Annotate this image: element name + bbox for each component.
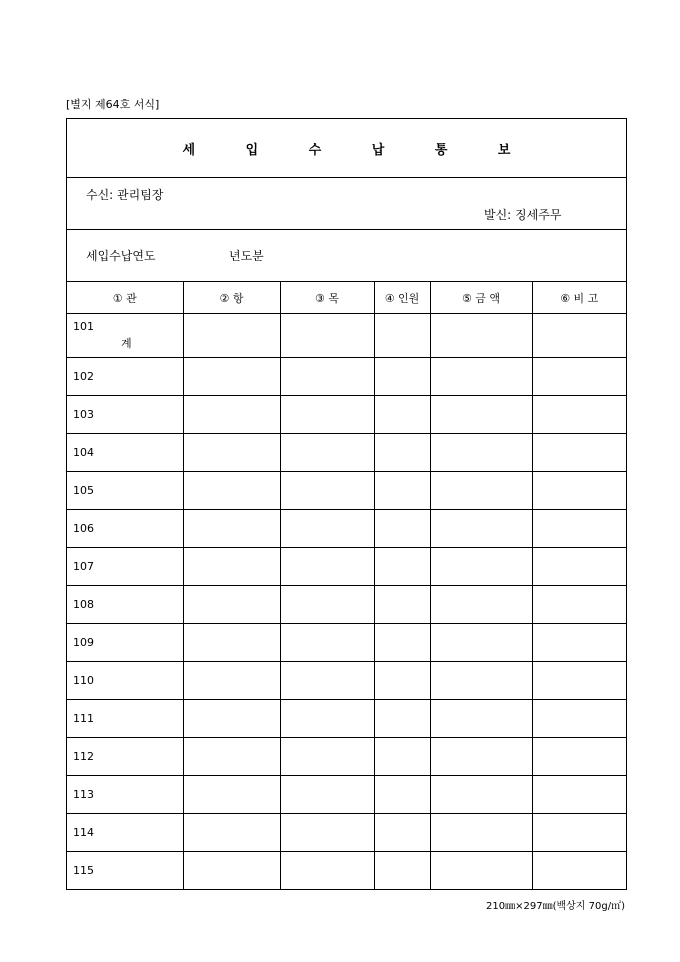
code-cell [67, 434, 183, 472]
table-row [67, 472, 626, 510]
recipient-section [67, 178, 626, 230]
table-row [67, 358, 626, 396]
hang-cell[interactable] [183, 434, 280, 472]
mok-cell[interactable] [280, 510, 374, 548]
remarks-cell[interactable] [532, 548, 626, 586]
year-suffix: 년도분 [229, 249, 264, 263]
row-code: 112 [73, 750, 94, 763]
hang-cell[interactable] [183, 624, 280, 662]
form-box [66, 118, 627, 890]
amount-cell[interactable] [430, 586, 532, 624]
mok-cell[interactable] [280, 624, 374, 662]
table-row [67, 852, 626, 890]
row-code: 103 [73, 408, 94, 421]
hang-cell[interactable] [183, 852, 280, 890]
code-cell [67, 472, 183, 510]
remarks-cell[interactable] [532, 700, 626, 738]
remarks-cell[interactable] [532, 776, 626, 814]
sender-label: 발신: 징세주무 [484, 208, 562, 222]
row-code: 105 [73, 484, 94, 497]
code-cell [67, 624, 183, 662]
paper-size-note: 210㎜×297㎜(백상지 70g/㎡) [486, 901, 625, 912]
code-cell [67, 776, 183, 814]
headcount-cell[interactable] [374, 586, 430, 624]
code-cell [67, 814, 183, 852]
remarks-cell[interactable] [532, 586, 626, 624]
table-row [67, 396, 626, 434]
amount-cell[interactable] [430, 358, 532, 396]
remarks-cell[interactable] [532, 314, 626, 358]
table-row [67, 434, 626, 472]
hang-cell[interactable] [183, 358, 280, 396]
mok-cell[interactable] [280, 358, 374, 396]
table-row [67, 510, 626, 548]
headcount-cell[interactable] [374, 738, 430, 776]
mok-cell[interactable] [280, 548, 374, 586]
amount-cell[interactable] [430, 852, 532, 890]
code-cell [67, 358, 183, 396]
headcount-cell[interactable] [374, 776, 430, 814]
code-cell [67, 396, 183, 434]
row-total-label: 계 [121, 337, 132, 350]
amount-cell[interactable] [430, 396, 532, 434]
form-title: 세 입 수 납 통 보 [182, 142, 534, 158]
row-code: 110 [73, 674, 94, 687]
headcount-cell[interactable] [374, 548, 430, 586]
amount-cell[interactable] [430, 700, 532, 738]
hang-cell[interactable] [183, 314, 280, 358]
headcount-cell[interactable] [374, 358, 430, 396]
table-row [67, 624, 626, 662]
remarks-cell[interactable] [532, 510, 626, 548]
year-section [67, 230, 626, 282]
row-code: 109 [73, 636, 94, 649]
hang-cell[interactable] [183, 548, 280, 586]
receiver-label: 수신: 관리팀장 [86, 188, 164, 202]
table-row [67, 738, 626, 776]
mok-cell[interactable] [280, 738, 374, 776]
remarks-cell[interactable] [532, 434, 626, 472]
mok-cell[interactable] [280, 314, 374, 358]
headcount-cell[interactable] [374, 434, 430, 472]
col-header-hang: ② 항 [183, 282, 280, 314]
remarks-cell[interactable] [532, 738, 626, 776]
row-code: 104 [73, 446, 94, 459]
row-code: 113 [73, 788, 94, 801]
code-cell [67, 738, 183, 776]
col-header-amount: ⑤ 금 액 [430, 282, 532, 314]
row-code: 115 [73, 864, 94, 877]
mok-cell[interactable] [280, 852, 374, 890]
amount-cell[interactable] [430, 624, 532, 662]
form-number-label: [별지 제64호 서식] [66, 98, 160, 111]
amount-cell[interactable] [430, 662, 532, 700]
row-code: 101 [73, 320, 94, 333]
headcount-cell[interactable] [374, 314, 430, 358]
hang-cell[interactable] [183, 814, 280, 852]
table-row [67, 700, 626, 738]
code-cell [67, 314, 183, 358]
table-row [67, 586, 626, 624]
hang-cell[interactable] [183, 396, 280, 434]
remarks-cell[interactable] [532, 814, 626, 852]
hang-cell[interactable] [183, 738, 280, 776]
amount-cell[interactable] [430, 776, 532, 814]
mok-cell[interactable] [280, 434, 374, 472]
row-code: 106 [73, 522, 94, 535]
code-cell [67, 700, 183, 738]
row-code: 108 [73, 598, 94, 611]
table-header-row [67, 282, 626, 314]
headcount-cell[interactable] [374, 814, 430, 852]
mok-cell[interactable] [280, 586, 374, 624]
title-section [67, 119, 626, 178]
amount-cell[interactable] [430, 814, 532, 852]
remarks-cell[interactable] [532, 662, 626, 700]
amount-cell[interactable] [430, 548, 532, 586]
headcount-cell[interactable] [374, 472, 430, 510]
col-header-remarks: ⑥ 비 고 [532, 282, 626, 314]
table-row [67, 776, 626, 814]
table-row [67, 814, 626, 852]
headcount-cell[interactable] [374, 700, 430, 738]
row-code: 111 [73, 712, 94, 725]
hang-cell[interactable] [183, 472, 280, 510]
hang-cell[interactable] [183, 700, 280, 738]
headcount-cell[interactable] [374, 852, 430, 890]
code-cell [67, 548, 183, 586]
hang-cell[interactable] [183, 510, 280, 548]
mok-cell[interactable] [280, 662, 374, 700]
remarks-cell[interactable] [532, 624, 626, 662]
amount-cell[interactable] [430, 314, 532, 358]
row-code: 102 [73, 370, 94, 383]
headcount-cell[interactable] [374, 662, 430, 700]
mok-cell[interactable] [280, 776, 374, 814]
col-header-gwan: ① 관 [112, 291, 137, 305]
remarks-cell[interactable] [532, 852, 626, 890]
remarks-cell[interactable] [532, 396, 626, 434]
revenue-table [67, 282, 626, 889]
col-header-headcount: ④ 인원 [374, 282, 430, 314]
headcount-cell[interactable] [374, 624, 430, 662]
amount-cell[interactable] [430, 472, 532, 510]
row-code: 114 [73, 826, 94, 839]
mok-cell[interactable] [280, 814, 374, 852]
hang-cell[interactable] [183, 662, 280, 700]
mok-cell[interactable] [280, 700, 374, 738]
headcount-cell[interactable] [374, 510, 430, 548]
table-row [67, 662, 626, 700]
remarks-cell[interactable] [532, 472, 626, 510]
mok-cell[interactable] [280, 472, 374, 510]
code-cell [67, 586, 183, 624]
row-code: 107 [73, 560, 94, 573]
table-row [67, 314, 626, 358]
col-header-mok: ③ 목 [280, 282, 374, 314]
amount-cell[interactable] [430, 738, 532, 776]
amount-cell[interactable] [430, 434, 532, 472]
hang-cell[interactable] [183, 776, 280, 814]
remarks-cell[interactable] [532, 358, 626, 396]
hang-cell[interactable] [183, 586, 280, 624]
headcount-cell[interactable] [374, 396, 430, 434]
year-label: 세입수납연도 [86, 249, 156, 263]
code-cell [67, 852, 183, 890]
mok-cell[interactable] [280, 396, 374, 434]
amount-cell[interactable] [430, 510, 532, 548]
table-row [67, 548, 626, 586]
code-cell [67, 510, 183, 548]
code-cell [67, 662, 183, 700]
